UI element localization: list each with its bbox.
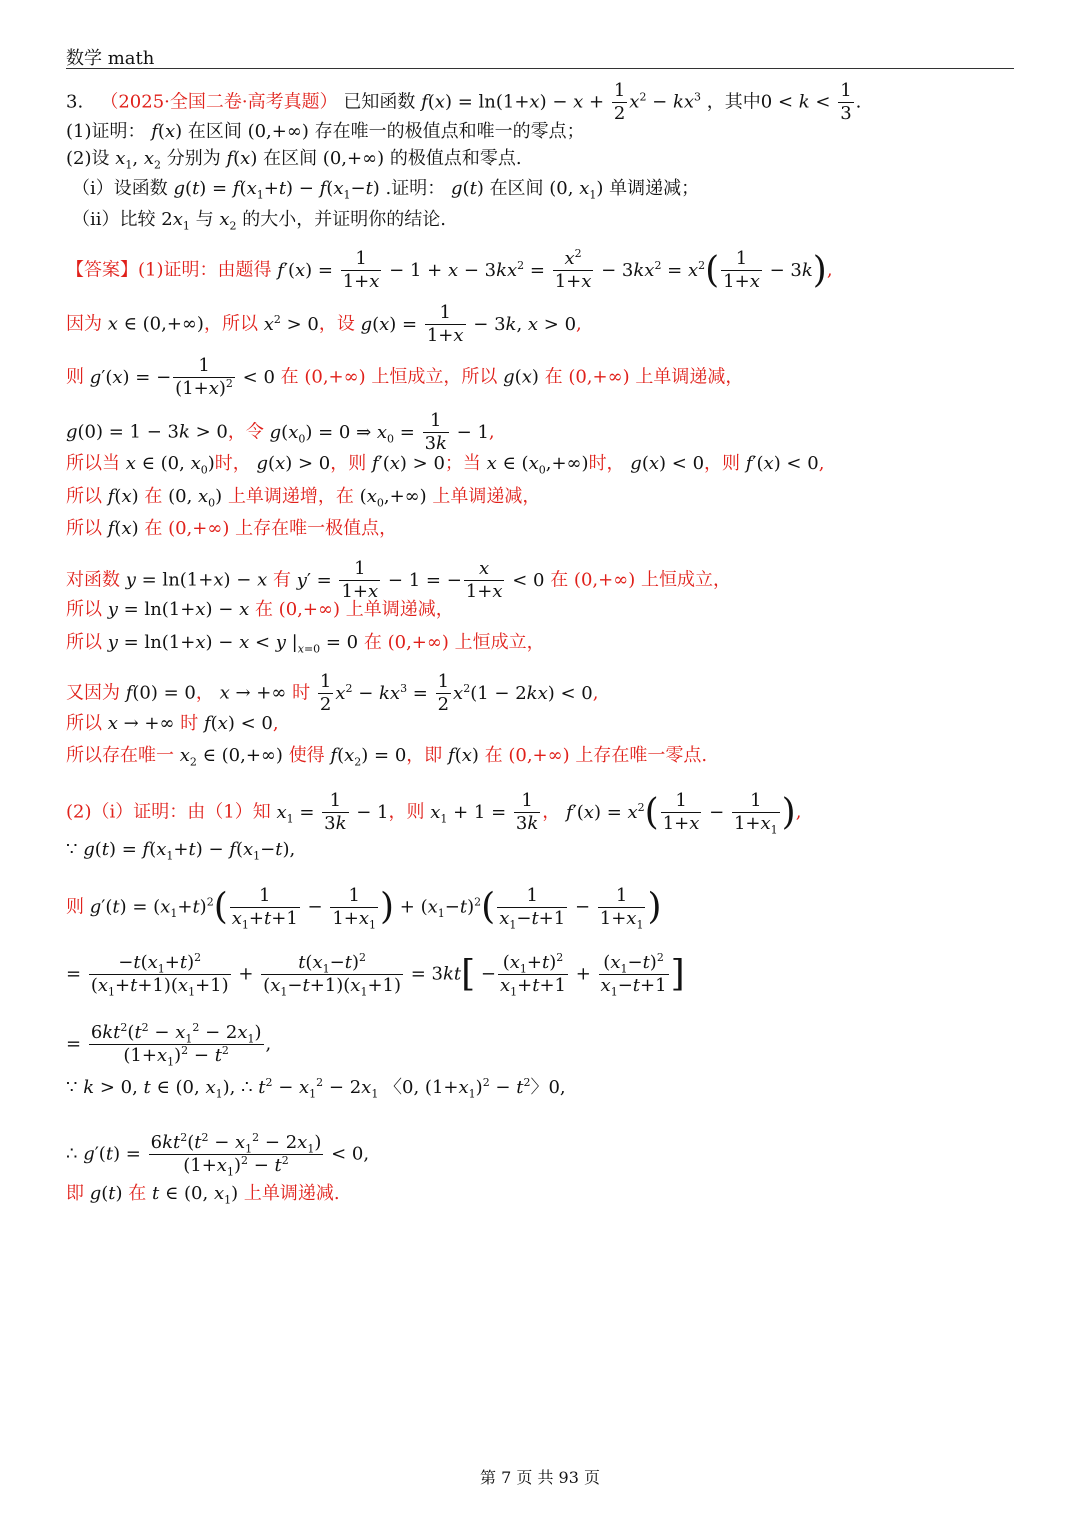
problem-intro: 已知函数 (343, 91, 416, 113)
answer-line-14: (2)（i）证明：由（1）知 $x_1$ = $\frac{1}{3k}$ − 1，则 $x_1 + 1$ = $\frac{1}{3k}$ ， $f'(x) = x^2$( $\frac{1}{1+x}$ − $\frac{1}{1+x_1}$ ), (66, 790, 802, 837)
answer-line-10: 所以 y = ln(1+x) − x < y $|_{x=0} = 0$ 在 (0,+∞) 上恒成立， (66, 632, 545, 656)
answer-line-15: ∵ $g(t) = f(x_1+t) - f(x_1-t)$, (66, 839, 296, 863)
answer-line-17: = $\frac{-t(x_1+t)^2}{(x_1+t+1)(x_1+1)}$ + $\frac{t(x_1-t)^2}{(x_1-t+1)(x_1+1)}$ = 3kt[ − $\frac{(x_1+t)^2}{x_1+t+1}$ + $\frac{(x_1-t)^2}{x_1-t+1}$ ] (66, 951, 685, 999)
answer-line-12: 所以 x → +∞ 时 f(x) < 0, (66, 713, 279, 734)
problem-line-1: 3. （2025·全国二卷·高考真题） 已知函数 f(x) = ln(1+x) − x + $\frac{1}{2}$ $x^2 - kx^3$ ，其中0 < k < $\frac{1}{3}$ . (66, 80, 862, 124)
answer-tag: 【答案】 (66, 259, 138, 281)
answer-line-7: 所以 f(x) 在 (0,+∞) 上存在唯一极值点， (66, 518, 398, 539)
problem-source: （2025·全国二卷·高考真题） (100, 91, 338, 113)
problem-number: 3. (66, 91, 84, 113)
problem-part2: (2)设 $x_1$, $x_2$ 分别为 f(x) 在区间 (0,+∞) 的极值点和零点. (66, 148, 522, 172)
answer-line-20: ∴ g′(t) = $\frac{6kt^2(t^2 - x_1^2 - 2x_1)}{(1+x_1)^2 - t^2}$ < 0, (66, 1131, 370, 1179)
answer-line-1: 【答案】(1)证明：由题得 f′(x) = $\frac{1}{1+x}$ − $1 + x - 3kx^2$ = $\frac{x^2}{1+x}$ − $3kx^2 = x^2$( $\frac{1}{1+x}$ − 3k), (66, 247, 833, 292)
answer-line-19: ∵ k > 0, t ∈ (0, $x_1$), ∴ $t^2 - x_1^2 - 2x_1$ 〈0, $(1+x_1)^2 - t^2$〉0, (66, 1076, 566, 1101)
answer-line-18: = $\frac{6kt^2(t^2 - x_1^2 - 2x_1)}{(1+x_1)^2 - t^2}$ , (66, 1021, 272, 1069)
problem-part1: (1)证明： f(x) 在区间 (0,+∞) 存在唯一的极值点和唯一的零点； (66, 121, 585, 142)
answer-line-2: 因为 x ∈ (0,+∞)，所以 $x^2 > 0$，设 g(x) = $\frac{1}{1+x}$ − 3k, x > 0, (66, 302, 582, 346)
page-footer: 第 7 页 共 93 页 (480, 1468, 600, 1487)
page-header (66, 42, 1014, 69)
answer-line-9: 所以 y = ln(1+x) − x 在 (0,+∞) 上单调递减， (66, 599, 454, 620)
problem-part2-i: （i）设函数 $g(t) = f(x_1+t) - f(x_1-t)$ .证明： g(t) 在区间 (0, $x_1$) 单调递减； (72, 178, 700, 202)
answer-line-13: 所以存在唯一 $x_2$ ∈ (0,+∞) 使得 $f(x_2) = 0$，即 f(x) 在 (0,+∞) 上存在唯一零点. (66, 745, 708, 769)
problem-part2-ii: （ii）比较 $2x_1$ 与 $x_2$ 的大小，并证明你的结论. (72, 209, 446, 233)
problem-range-prefix: ，其中 (706, 91, 761, 113)
answer-line-4: g(0) = 1 − 3k > 0，令 $g(x_0) = 0$ ⇒ $x_0$ = $\frac{1}{3k}$ − 1, (66, 410, 495, 454)
answer-line-3: 则 g′(x) = − $\frac{1}{(1+x)^2}$ < 0 在 (0,+∞) 上恒成立，所以 g(x) 在 (0,+∞) 上单调递减， (66, 355, 744, 399)
answer-line-21: 即 g(t) 在 t ∈ (0, $x_1$) 上单调递减. (66, 1183, 340, 1207)
answer-line-8: 对函数 y = ln(1+x) − x 有 y′ = $\frac{1}{1+x}$ − 1 = − $\frac{x}{1+x}$ < 0 在 (0,+∞) 上恒成立， (66, 558, 731, 602)
answer-line-6: 所以 f(x) 在 (0, $x_0$) 上单调递增，在 $(x_0,+\infty)$ 上单调递减， (66, 486, 541, 510)
header-title: 数学 math (66, 48, 155, 69)
answer-line-16: 则 $g'(t) = (x_1+t)^2$( $\frac{1}{x_1+t+1}$ − $\frac{1}{1+x_1}$ ) + $(x_1-t)^2$( $\frac{1}{x_1-t+1}$ − $\frac{1}{1+x_1}$ ) (66, 885, 662, 932)
answer-line-11: 又因为 f(0) = 0， x → +∞ 时 $\frac{1}{2}$ $x^2 - kx^3$ = $\frac{1}{2}$ $x^2(1 - 2kx) < 0$, (66, 671, 599, 715)
answer-line-5: 所以当 x ∈ (0, $x_0$)时， g(x) > 0，则 f′(x) > 0；当 x ∈ $(x_0,+\infty)$时， g(x) < 0，则 f′(x) < 0, (66, 453, 825, 477)
